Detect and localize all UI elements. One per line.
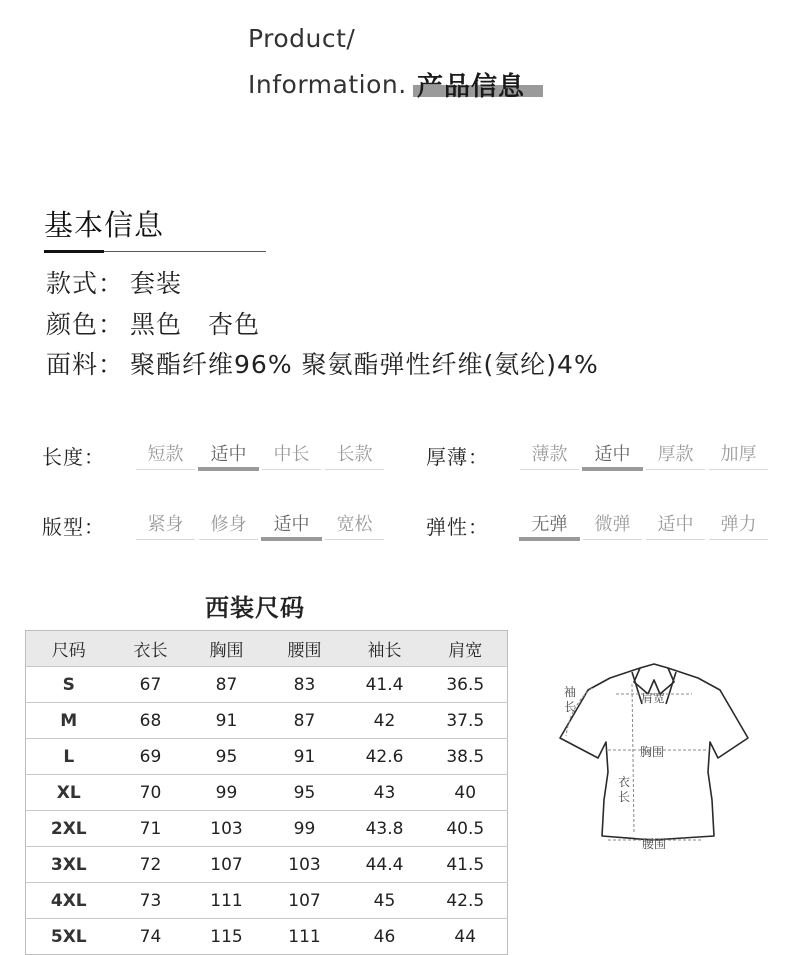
measure-cell: 103 bbox=[190, 811, 264, 847]
column-header: 腰围 bbox=[264, 631, 346, 667]
info-value: 黑色 bbox=[130, 310, 183, 339]
diagram-label-sleeve-2: 长 bbox=[564, 700, 577, 714]
table-row bbox=[26, 883, 508, 919]
attr-option-selected: 适中 bbox=[197, 434, 260, 470]
attr-option-selected: 适中 bbox=[581, 434, 644, 470]
attr-label-fit: 版型： bbox=[42, 515, 105, 539]
column-header: 尺码 bbox=[26, 631, 112, 667]
attr-label-thickness: 厚薄： bbox=[426, 445, 489, 469]
info-label: 面料： bbox=[46, 350, 125, 379]
column-header: 肩宽 bbox=[424, 631, 508, 667]
measure-cell: 37.5 bbox=[424, 703, 508, 739]
measure-cell: 42.5 bbox=[424, 883, 508, 919]
measure-cell: 46 bbox=[373, 926, 396, 947]
diagram-label-waist: 腰围 bbox=[642, 837, 667, 851]
measure-cell: 95 bbox=[190, 739, 264, 775]
info-row-color bbox=[46, 305, 286, 341]
attr-option: 短款 bbox=[134, 434, 197, 470]
measure-cell: 44.4 bbox=[346, 847, 424, 883]
attr-option: 适中 bbox=[644, 504, 707, 540]
measure-cell: 36.5 bbox=[424, 667, 508, 703]
info-value: 套装 bbox=[130, 269, 183, 298]
measure-cell: 91 bbox=[190, 703, 264, 739]
measure-cell: 44 bbox=[454, 926, 477, 947]
measure-cell: 41.4 bbox=[346, 667, 424, 703]
jacket-measurement-diagram bbox=[552, 660, 758, 860]
attr-option: 加厚 bbox=[707, 434, 770, 470]
measure-cell: 45 bbox=[346, 883, 424, 919]
table-row bbox=[26, 703, 508, 739]
attr-option: 长款 bbox=[323, 434, 386, 470]
measure-cell: 69 bbox=[112, 739, 190, 775]
header-cn-title: 产品信息 bbox=[417, 72, 526, 102]
attr-option: 薄款 bbox=[518, 434, 581, 470]
measure-cell: 107 bbox=[264, 883, 346, 919]
table-row bbox=[26, 919, 508, 955]
size-chart-table bbox=[25, 630, 508, 955]
attr-scale-elasticity bbox=[518, 504, 770, 540]
measure-cell: 87 bbox=[264, 703, 346, 739]
measure-cell: 71 bbox=[112, 811, 190, 847]
size-cell: S bbox=[26, 667, 112, 703]
attr-option: 弹力 bbox=[707, 504, 770, 540]
diagram-label-length-1: 衣 bbox=[618, 775, 631, 789]
table-row bbox=[26, 775, 508, 811]
measure-cell: 38.5 bbox=[424, 739, 508, 775]
column-header: 衣长 bbox=[112, 631, 190, 667]
attr-scale-fit bbox=[134, 504, 386, 540]
measure-cell: 42 bbox=[346, 703, 424, 739]
measure-cell: 103 bbox=[264, 847, 346, 883]
measure-cell: 95 bbox=[264, 775, 346, 811]
table-header-row bbox=[26, 631, 508, 667]
attr-label-length: 长度： bbox=[42, 445, 105, 469]
size-cell: 3XL bbox=[26, 847, 112, 883]
info-label: 颜色： bbox=[46, 310, 125, 339]
size-chart-title: 西装尺码 bbox=[205, 594, 305, 622]
column-header: 袖长 bbox=[346, 631, 424, 667]
attr-scale-thickness bbox=[518, 434, 770, 470]
column-header: 胸围 bbox=[190, 631, 264, 667]
info-label: 款式： bbox=[46, 269, 125, 298]
attr-option-selected: 适中 bbox=[260, 504, 323, 540]
basic-info-divider-accent bbox=[44, 250, 104, 253]
measure-cell: 74 bbox=[139, 926, 162, 947]
diagram-label-length-2: 长 bbox=[618, 790, 631, 804]
measure-cell: 99 bbox=[190, 775, 264, 811]
measure-cell: 43.8 bbox=[346, 811, 424, 847]
measure-cell: 83 bbox=[264, 667, 346, 703]
info-row-fabric bbox=[46, 345, 625, 381]
measure-cell: 72 bbox=[112, 847, 190, 883]
attr-option: 紧身 bbox=[134, 504, 197, 540]
attr-option: 中长 bbox=[260, 434, 323, 470]
size-cell: 5XL bbox=[50, 926, 87, 947]
measure-cell: 111 bbox=[288, 926, 321, 947]
table-row bbox=[26, 811, 508, 847]
measure-cell: 99 bbox=[264, 811, 346, 847]
diagram-label-chest: 胸围 bbox=[640, 745, 665, 759]
size-cell: XL bbox=[26, 775, 112, 811]
table-row bbox=[26, 847, 508, 883]
measure-cell: 70 bbox=[112, 775, 190, 811]
info-row-style bbox=[46, 264, 208, 300]
length-measure-line bbox=[632, 684, 634, 832]
size-cell: M bbox=[26, 703, 112, 739]
attr-scale-length bbox=[134, 434, 386, 470]
info-value: 杏色 bbox=[208, 310, 261, 339]
header-cn-block bbox=[413, 66, 543, 100]
attr-option: 修身 bbox=[197, 504, 260, 540]
measure-cell: 107 bbox=[190, 847, 264, 883]
diagram-label-shoulder: 肩宽 bbox=[641, 691, 666, 705]
measure-cell: 40 bbox=[424, 775, 508, 811]
table-row bbox=[26, 667, 508, 703]
header-en-line2: Information. bbox=[248, 70, 407, 99]
measure-cell: 41.5 bbox=[424, 847, 508, 883]
measure-cell: 43 bbox=[346, 775, 424, 811]
measure-cell: 68 bbox=[112, 703, 190, 739]
measure-cell: 111 bbox=[190, 883, 264, 919]
attr-label-elasticity: 弹性： bbox=[426, 515, 489, 539]
measure-cell: 40.5 bbox=[424, 811, 508, 847]
measure-cell: 91 bbox=[264, 739, 346, 775]
size-cell: 2XL bbox=[26, 811, 112, 847]
table-row bbox=[26, 739, 508, 775]
attr-option: 厚款 bbox=[644, 434, 707, 470]
diagram-label-sleeve-1: 袖 bbox=[564, 685, 577, 699]
header-en-line1: Product/ bbox=[248, 24, 356, 53]
size-cell: 4XL bbox=[26, 883, 112, 919]
basic-info-title: 基本信息 bbox=[44, 208, 165, 242]
measure-cell: 87 bbox=[190, 667, 264, 703]
measure-cell: 67 bbox=[112, 667, 190, 703]
attr-option: 微弹 bbox=[581, 504, 644, 540]
info-value: 聚酯纤维96% 聚氨酯弹性纤维(氨纶)4% bbox=[130, 350, 599, 379]
attr-option: 宽松 bbox=[323, 504, 386, 540]
measure-cell: 42.6 bbox=[346, 739, 424, 775]
attr-option-selected: 无弹 bbox=[518, 504, 581, 540]
size-cell: L bbox=[26, 739, 112, 775]
measure-cell: 73 bbox=[112, 883, 190, 919]
measure-cell: 115 bbox=[210, 926, 243, 947]
